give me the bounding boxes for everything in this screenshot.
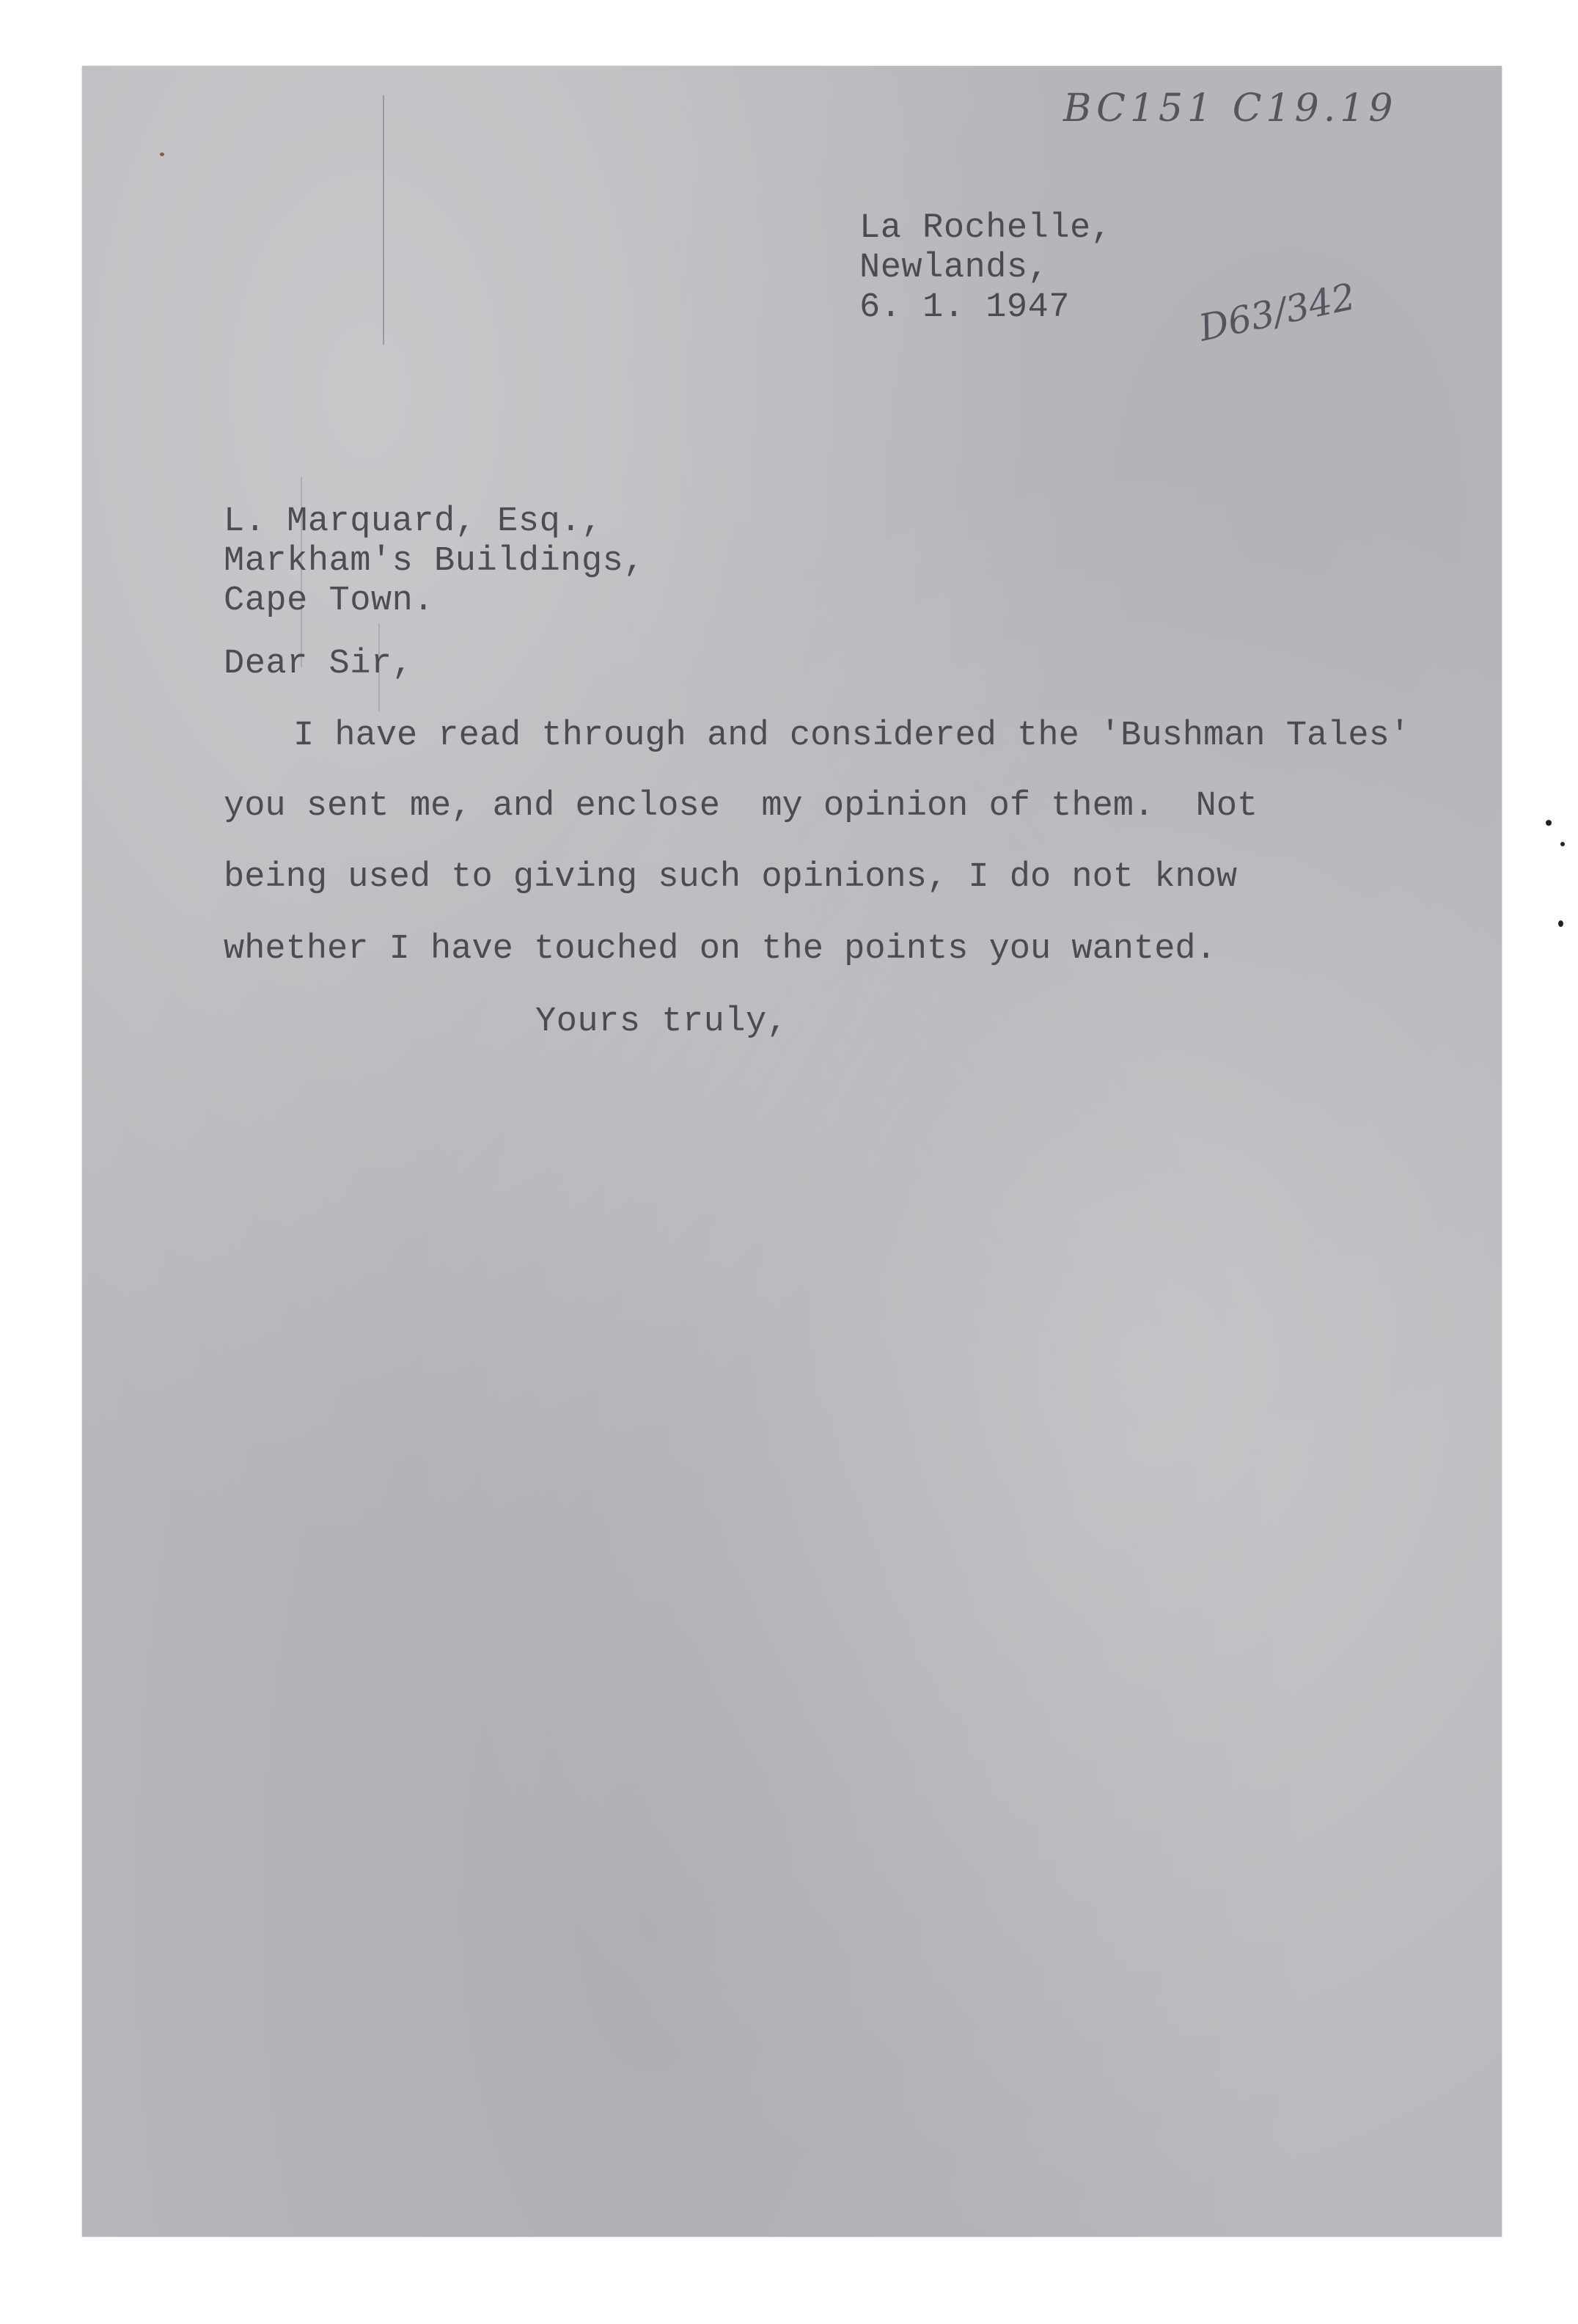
scan-speck bbox=[160, 153, 164, 156]
body-line: whether I have touched on the points you wanted. bbox=[224, 930, 1216, 969]
salutation: Dear Sir, bbox=[224, 645, 414, 683]
body-line: you sent me, and enclose my opinion of them. Not bbox=[224, 787, 1258, 826]
sender-address-line2: Newlands, bbox=[859, 249, 1049, 287]
paper-crease bbox=[383, 95, 384, 345]
archive-number: D63/342 bbox=[1195, 275, 1359, 350]
scan-speck bbox=[1546, 820, 1552, 826]
scan-speck bbox=[1560, 842, 1565, 846]
scan-speck bbox=[1558, 920, 1563, 927]
archive-reference: BC151 C19.19 bbox=[1063, 87, 1398, 131]
letter-date: 6. 1. 1947 bbox=[859, 288, 1071, 327]
letter-sheet bbox=[82, 66, 1502, 2237]
body-line: being used to giving such opinions, I do not know bbox=[224, 858, 1238, 897]
closing: Yours truly, bbox=[535, 1002, 788, 1041]
body-line: I have read through and considered the 'Bushman Tales' bbox=[293, 716, 1411, 755]
recipient-address-line2: Cape Town. bbox=[224, 582, 435, 620]
recipient-name: L. Marquard, Esq., bbox=[224, 502, 603, 541]
sender-address-line1: La Rochelle, bbox=[859, 209, 1112, 248]
recipient-address-line1: Markham's Buildings, bbox=[224, 542, 645, 581]
